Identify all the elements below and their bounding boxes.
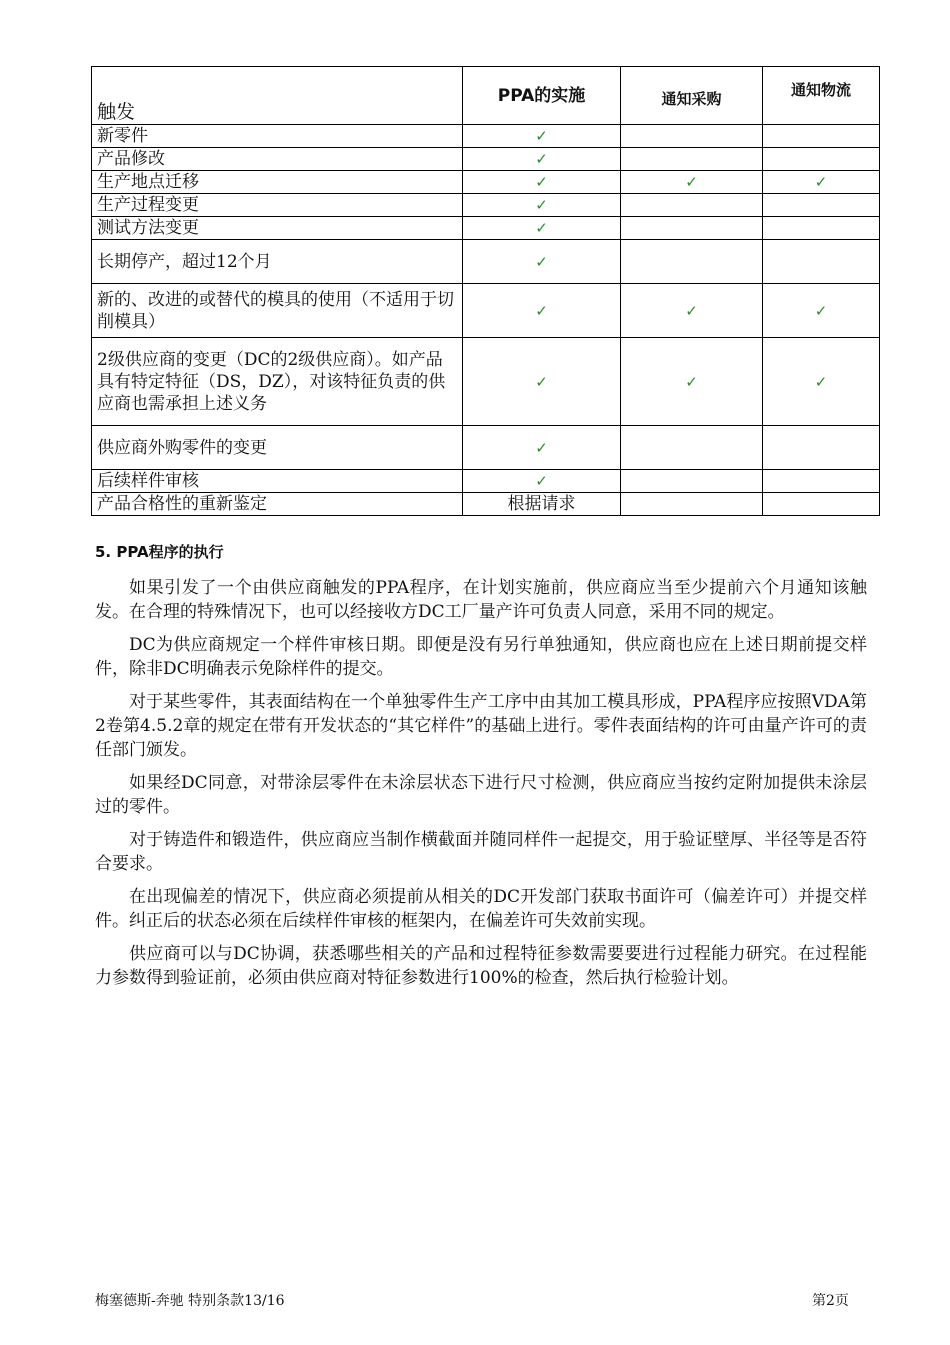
table-row — [92, 125, 880, 148]
paragraph: 如果引发了一个由供应商触发的PPA程序，在计划实施前，供应商应当至少提前六个月通知该触发。在合理的特殊情况下，也可以经接收方DC工厂量产许可负责人同意，采用不同的规定。 — [95, 578, 867, 622]
ppa-check-icon: ✓ — [463, 338, 621, 426]
header-purchase: 通知采购 — [621, 67, 763, 125]
trigger-cell: 生产地点迁移 — [92, 171, 463, 194]
purchase-cell — [621, 125, 763, 148]
logistics-check-icon: ✓ — [763, 284, 880, 338]
logistics-cell — [763, 148, 880, 171]
table-row — [92, 426, 880, 470]
trigger-cell: 长期停产，超过12个月 — [92, 240, 463, 284]
trigger-cell: 后续样件审核 — [92, 470, 463, 493]
paragraph: 如果经DC同意，对带涂层零件在未涂层状态下进行尺寸检测，供应商应当按约定附加提供未涂层过的零件。 — [95, 773, 867, 817]
purchase-check-icon: ✓ — [621, 284, 763, 338]
trigger-cell: 2级供应商的变更（DC的2级供应商）。如产品具有特定特征（DS，DZ），对该特征负责的供应商也需承担上述义务 — [92, 338, 463, 426]
trigger-cell: 新零件 — [92, 125, 463, 148]
logistics-cell — [763, 217, 880, 240]
purchase-cell — [621, 217, 763, 240]
section-body — [95, 576, 867, 999]
ppa-note: 根据请求 — [463, 493, 621, 516]
table-row — [92, 493, 880, 516]
footer-document-title: 梅塞德斯-奔驰 特别条款13/16 — [95, 1293, 285, 1309]
header-ppa: PPA的实施 — [463, 67, 621, 125]
table-row — [92, 171, 880, 194]
trigger-table — [91, 66, 880, 516]
table-row — [92, 470, 880, 493]
ppa-check-icon: ✓ — [463, 240, 621, 284]
purchase-cell — [621, 493, 763, 516]
trigger-cell: 测试方法变更 — [92, 217, 463, 240]
ppa-check-icon: ✓ — [463, 284, 621, 338]
ppa-check-icon: ✓ — [463, 217, 621, 240]
trigger-cell: 供应商外购零件的变更 — [92, 426, 463, 470]
logistics-cell — [763, 125, 880, 148]
paragraph: 在出现偏差的情况下，供应商必须提前从相关的DC开发部门获取书面许可（偏差许可）并提交样件。纠正后的状态必须在后续样件审核的框架内，在偏差许可失效前实现。 — [95, 887, 867, 931]
ppa-check-icon: ✓ — [463, 148, 621, 171]
logistics-cell — [763, 194, 880, 217]
table-row — [92, 148, 880, 171]
table-row — [92, 194, 880, 217]
logistics-check-icon: ✓ — [763, 171, 880, 194]
logistics-cell — [763, 426, 880, 470]
table-row — [92, 338, 880, 426]
trigger-cell: 产品合格性的重新鉴定 — [92, 493, 463, 516]
ppa-check-icon: ✓ — [463, 194, 621, 217]
header-logistics: 通知物流 — [763, 67, 880, 125]
ppa-check-icon: ✓ — [463, 470, 621, 493]
purchase-cell — [621, 470, 763, 493]
header-trigger: 触发 — [92, 67, 463, 125]
trigger-cell: 产品修改 — [92, 148, 463, 171]
section-title: 5. PPA程序的执行 — [95, 543, 224, 561]
table-row — [92, 217, 880, 240]
trigger-cell: 新的、改进的或替代的模具的使用（不适用于切削模具） — [92, 284, 463, 338]
paragraph: 对于铸造件和锻造件，供应商应当制作横截面并随同样件一起提交，用于验证壁厚、半径等是否符合要求。 — [95, 830, 867, 874]
paragraph: DC为供应商规定一个样件审核日期。即便是没有另行单独通知，供应商也应在上述日期前提交样件，除非DC明确表示免除样件的提交。 — [95, 635, 867, 679]
paragraph: 供应商可以与DC协调，获悉哪些相关的产品和过程特征参数需要要进行过程能力研究。在过程能力参数得到验证前，必须由供应商对特征参数进行100%的检查，然后执行检验计划。 — [95, 944, 867, 988]
logistics-cell — [763, 470, 880, 493]
ppa-check-icon: ✓ — [463, 125, 621, 148]
purchase-cell — [621, 426, 763, 470]
footer-page-number: 第2页 — [812, 1293, 849, 1309]
trigger-cell: 生产过程变更 — [92, 194, 463, 217]
table-row — [92, 240, 880, 284]
ppa-check-icon: ✓ — [463, 171, 621, 194]
logistics-check-icon: ✓ — [763, 338, 880, 426]
paragraph: 对于某些零件，其表面结构在一个单独零件生产工序中由其加工模具形成，PPA程序应按照VDA第2卷第4.5.2章的规定在带有开发状态的“其它样件”的基础上进行。零件表面结构的许可由量产许可的责任部门颁发。 — [95, 692, 867, 760]
logistics-cell — [763, 240, 880, 284]
table-header-row — [92, 67, 880, 125]
purchase-check-icon: ✓ — [621, 171, 763, 194]
ppa-check-icon: ✓ — [463, 426, 621, 470]
purchase-cell — [621, 194, 763, 217]
logistics-cell — [763, 493, 880, 516]
purchase-check-icon: ✓ — [621, 338, 763, 426]
purchase-cell — [621, 148, 763, 171]
purchase-cell — [621, 240, 763, 284]
table-row — [92, 284, 880, 338]
